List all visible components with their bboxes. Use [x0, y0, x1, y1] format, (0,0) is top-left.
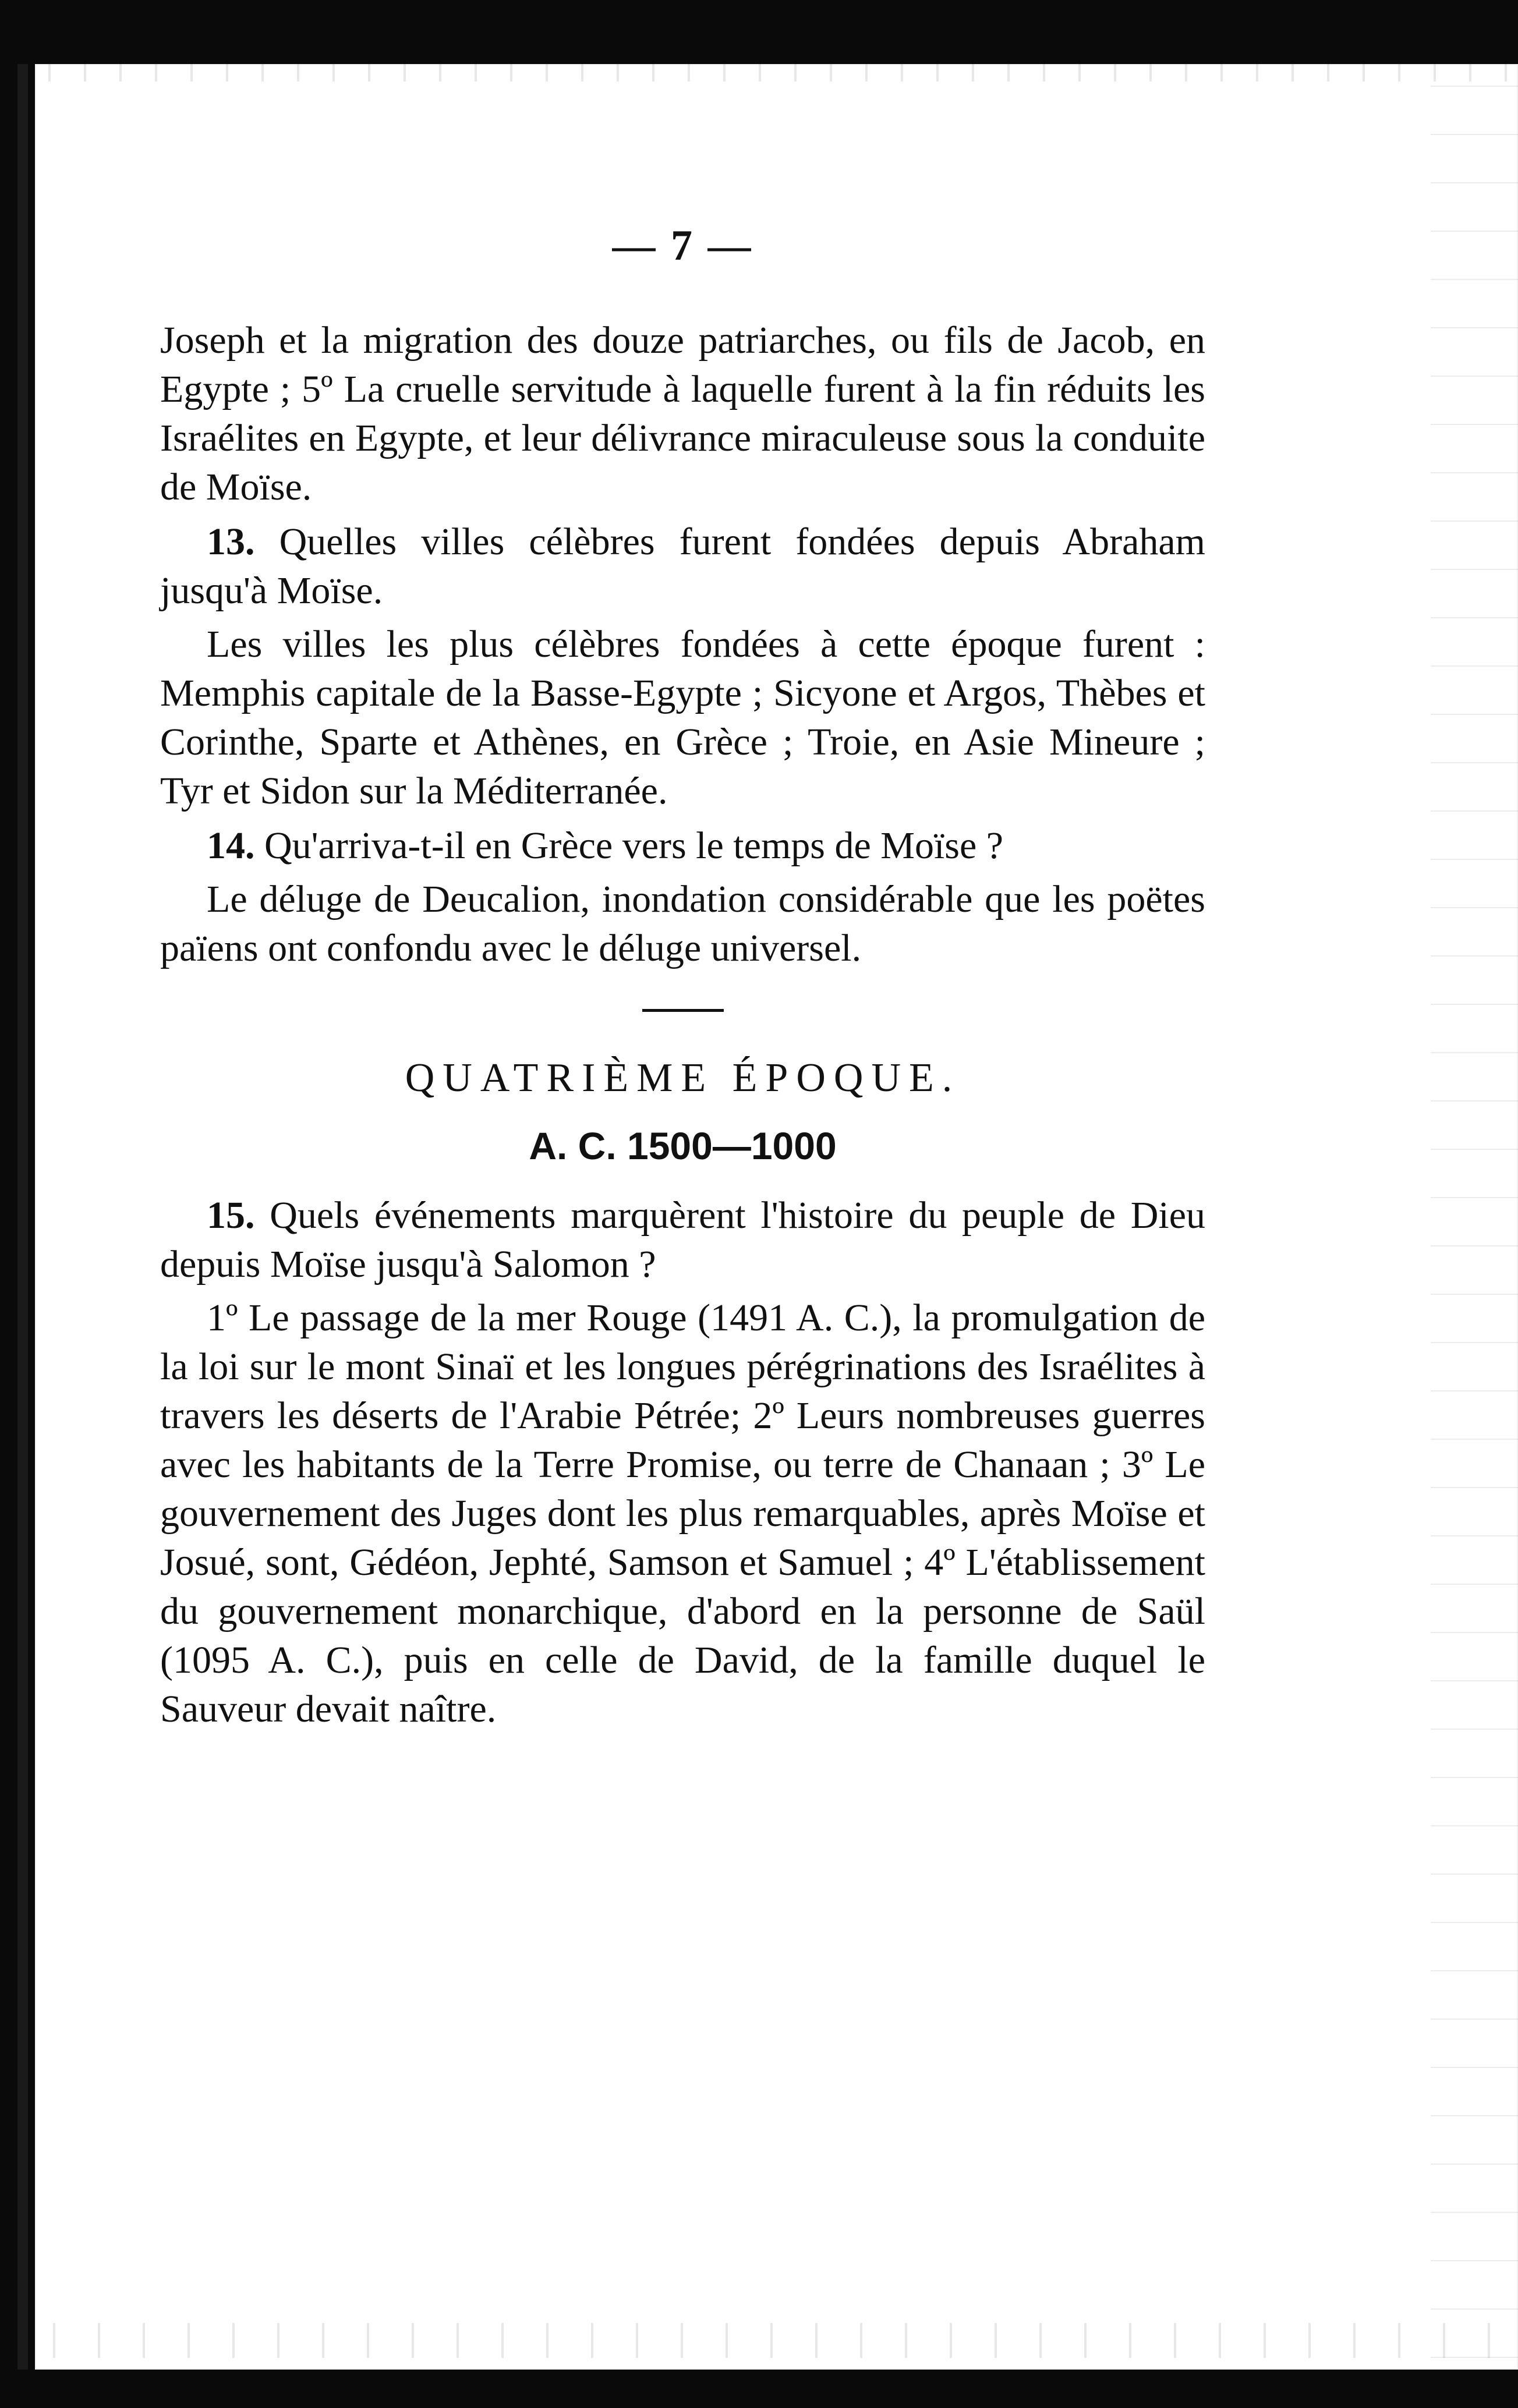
question-14-text: Qu'arriva-t-il en Grèce vers le temps de Moïse ?: [264, 824, 1004, 867]
answer-15: 1º Le passage de la mer Rouge (1491 A. C.), la promulgation de la loi sur le mont Sinaï et les longues pérégrinations des Israélites à travers les déserts de l'Arabie Pétrée; 2º Leurs nombreuses guerres avec les habitants de la Terre Promise, ou terre de Chanaan ; 3º Le gouvernement des Juges dont les plus remarquables, après Moïse et Josué, sont, Gédéon, Jephté, Samson et Samuel ; 4º L'établissement du gouvernement monarchique, d'abord en la personne de Saül (1095 A. C.), puis en celle de David, de la famille duquel le Sauveur devait naître.: [160, 1297, 1205, 1730]
question-15: [160, 1191, 1205, 1289]
right-edge-speckle: [1431, 64, 1518, 2370]
page-spine-edge: [17, 64, 28, 2370]
page-number: — 7 —: [612, 222, 753, 270]
question-13-text: Quelles villes célèbres furent fondées depuis Abraham jusqu'à Moïse.: [160, 520, 1205, 612]
question-14-number: 14.: [207, 824, 255, 867]
page-content: [160, 221, 1205, 1734]
answer-14: Le déluge de Deucalion, inondation considérable que les poëtes païens ont confondu avec le déluge universel.: [160, 878, 1205, 969]
answer-13: Les villes les plus célèbres fondées à cette époque furent : Memphis capitale de la Basse-Egypte ; Sicyone et Argos, Thèbes et Corinthe, Sparte et Athènes, en Grèce ; Troie, en Asie Mineure ; Tyr et Sidon sur la Méditerranée.: [160, 623, 1205, 812]
question-14: [160, 821, 1205, 870]
top-edge-speckle: [35, 58, 1518, 82]
epoch-dates: A. C. 1500—1000: [529, 1124, 837, 1167]
bottom-edge-speckle: [35, 2323, 1518, 2358]
question-13: [160, 518, 1205, 615]
question-15-text: Quels événements marquèrent l'histoire du peuple de Dieu depuis Moïse jusqu'à Salomon ?: [160, 1194, 1206, 1286]
question-13-number: 13.: [207, 520, 255, 563]
continuation-paragraph: Joseph et la migration des douze patriarches, ou fils de Jacob, en Egypte ; 5º La cruelle servitude à laquelle furent à la fin réduits les Israélites en Egypte, et leur délivrance miraculeuse sous la conduite de Moïse.: [160, 319, 1205, 508]
epoch-heading: QUATRIÈME ÉPOQUE.: [405, 1056, 961, 1100]
question-15-number: 15.: [207, 1194, 255, 1237]
section-divider: [642, 1009, 724, 1012]
